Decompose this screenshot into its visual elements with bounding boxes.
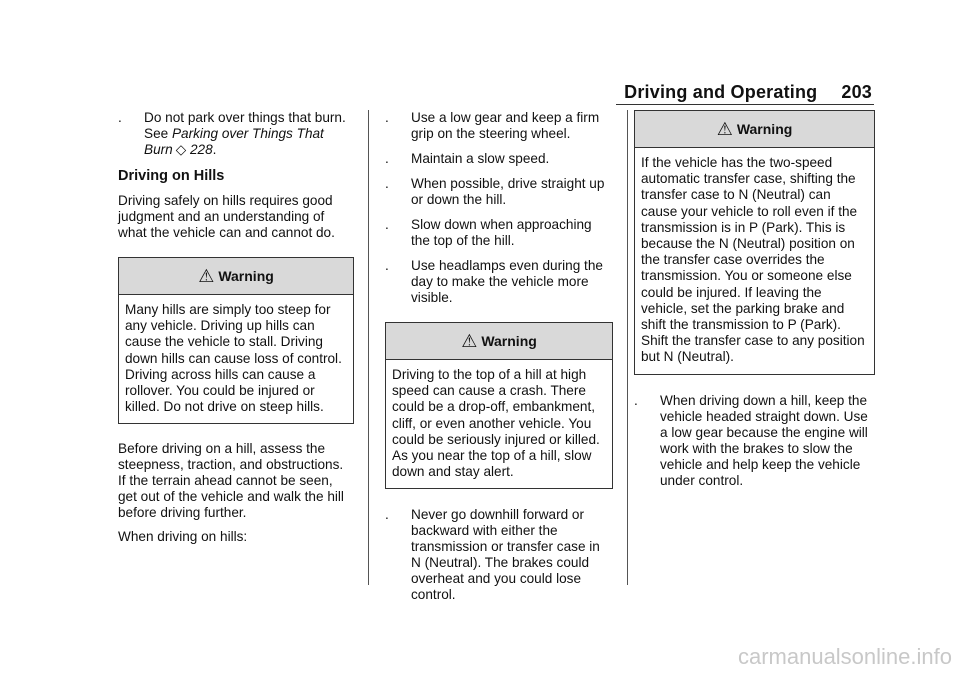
warning-header: ⚠ Warning [386,323,612,360]
page-number: 203 [841,82,872,102]
list-item: . Use headlamps even during the day to make the vehicle more visible. [385,258,603,305]
reference-icon: ◇ [175,142,187,157]
warning-header: ⚠ Warning [119,258,353,295]
column-3 [634,110,875,498]
warning-triangle-icon: ⚠ [716,119,733,139]
bullet-mark: . [385,217,389,232]
column-divider [368,110,369,585]
watermark: carmanualsonline.info [737,644,952,669]
warning-box [385,322,613,489]
column-divider [627,110,628,585]
list-item: . When possible, drive straight up or down the hill. [385,176,605,207]
bullet-mark: . [385,110,389,125]
bullet-mark: . [385,176,389,191]
header-rule [616,104,874,105]
list-item: . Do not park over things that burn. See Parking over Things That Burn ◇ 228. [118,110,346,157]
warning-triangle-icon: ⚠ [198,266,215,286]
warning-box [634,110,875,375]
paragraph: Before driving on a hill, assess the steepness, traction, and obstructions. If the terrain ahead cannot be seen, get out of the vehicle and walk the hill before driving further. [118,441,344,521]
list-item: . When driving down a hill, keep the vehicle headed straight down. Use a low gear because the engine will work with the brakes to slow the vehicle and help keep the vehicle under control. [634,392,868,488]
bullet-mark: . [385,151,389,166]
page-header [624,82,872,103]
paragraph: Driving safely on hills requires good judgment and an understanding of what the vehicle can and cannot do. [118,193,335,240]
cross-reference-link[interactable]: Parking over Things That Burn [144,126,324,157]
section-title: Driving and Operating [624,82,818,102]
list-item: . Slow down when approaching the top of the hill. [385,217,592,248]
list-item: . Never go downhill forward or backward with either the transmission or transfer case in N (Neutral). The brakes could overheat and you could lose control. [385,507,600,603]
bullet-mark: . [634,392,638,408]
column-2 [385,110,613,612]
section-heading: Driving on Hills [118,168,225,184]
warning-text: If the vehicle has the two-speed automatic transfer case, shifting the transfer case to N (Neutral) can cause your vehicle to roll even if the transmission is in P (Park). This is because the N (Neutral) position on the transfer case overrides the transmission. You or someone else could be injured. If leaving the vehicle, set the parking brake and shift the transmission to P (Park). Shift the transfer case to any position but N (Neutral). [641,155,865,365]
bullet-mark: . [118,110,122,125]
list-item: . Maintain a slow speed. [385,151,550,166]
bullet-mark: . [385,258,389,273]
warning-text: Many hills are simply too steep for any vehicle. Driving up hills can cause the vehicle to stall. Driving down hills can cause loss of control. Driving across hills can cause a rollover. You could be injured or killed. Do not drive on steep hills. [125,302,342,415]
warning-header: ⚠ Warning [635,111,874,148]
warning-triangle-icon: ⚠ [461,331,478,351]
warning-text: Driving to the top of a hill at high speed can cause a crash. There could be a drop-off, embankment, cliff, or even another vehicle. You could be seriously injured or killed. As you near the top of a hill, slow down and stay alert. [392,367,600,480]
column-1 [118,110,354,553]
paragraph: When driving on hills: [118,529,248,545]
warning-box [118,257,354,424]
list-item: . Use a low gear and keep a firm grip on the steering wheel. [385,110,600,141]
bullet-mark: . [385,507,389,523]
page-reference[interactable]: 228 [189,142,213,157]
